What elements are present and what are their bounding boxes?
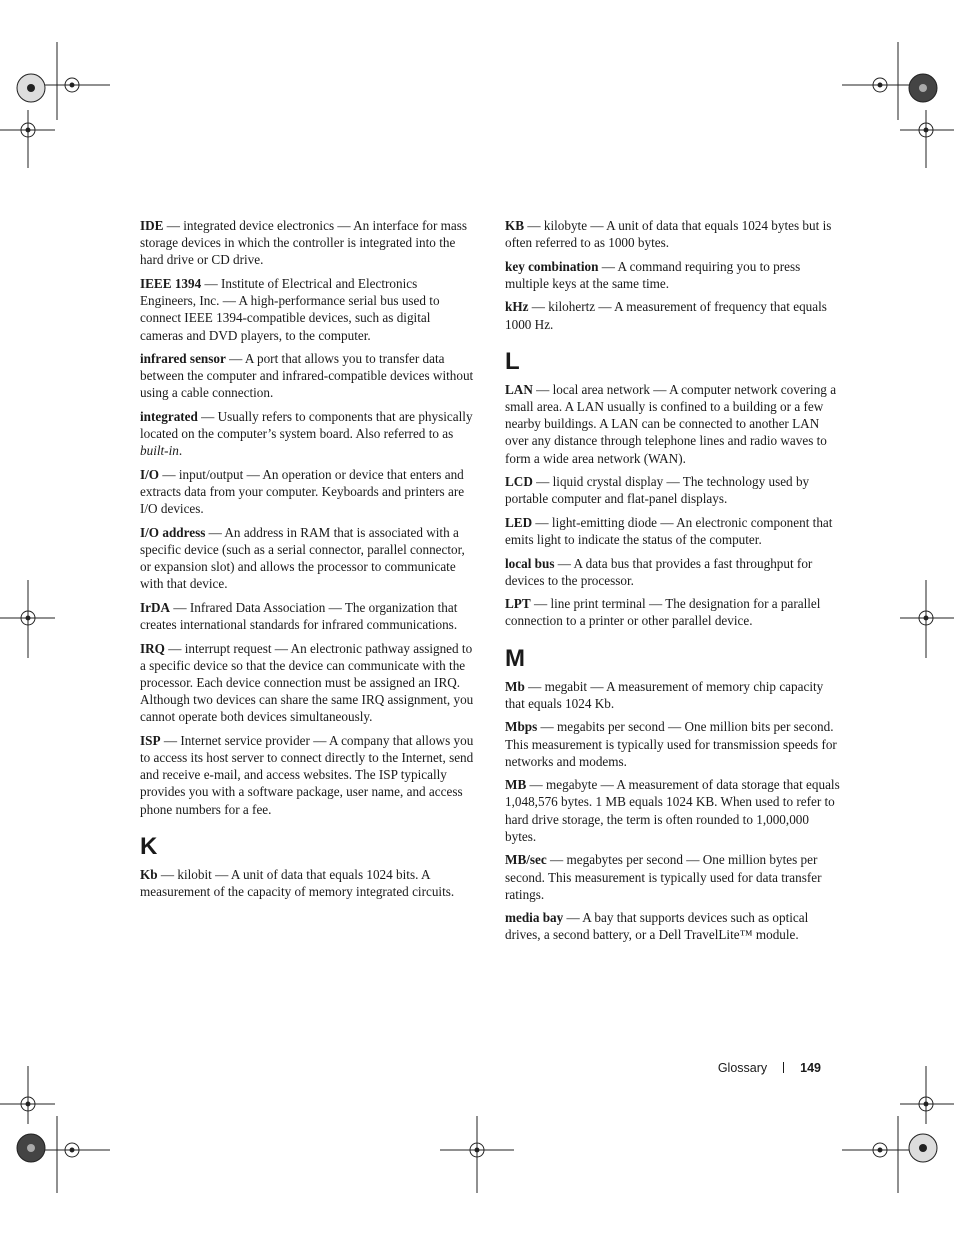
glossary-entry (505, 595, 841, 629)
glossary-entry (505, 298, 841, 332)
entry-definition: — A bay that supports devices such as optical drives, a second battery, or a Dell TravelLite™ module. (505, 910, 809, 943)
entry-definition: — interrupt request — An electronic pathway assigned to a specific device so that the device can communicate with the processor. Each device connection must be assigned an IRQ. Although two devices can share the same IRQ assignment, you cannot operate both devices simultaneously. (140, 640, 474, 725)
entry-definition: — local area network — A computer network covering a small area. A LAN usually is confined to a building or a few nearby buildings. A LAN can be connected to another LAN over any distance through telephone lines and radio waves to form a wide area network (WAN). (505, 381, 837, 466)
entry-term: kHz (505, 299, 529, 315)
glossary-entry (140, 408, 476, 460)
entry-definition: — A command requiring you to press multiple keys at the same time. (505, 258, 801, 291)
entry-definition: — line print terminal — The designation for a parallel connection to a printer or other parallel device. (505, 596, 821, 629)
entry-term: LPT (505, 596, 531, 612)
glossary-entry (505, 718, 841, 770)
entry-definition: — light-emitting diode — An electronic component that emits light to indicate the status of the computer. (505, 514, 833, 548)
entry-term: integrated (140, 408, 198, 424)
entry-definition: — A data bus that provides a fast throughput for devices to the processor. (505, 555, 813, 588)
entry-definition: — liquid crystal display — The technology used by portable computer and flat-panel displays. (505, 474, 810, 507)
glossary-entry (140, 466, 476, 518)
glossary-entry (505, 217, 841, 251)
entry-term: Mbps (505, 719, 538, 735)
entry-term: IEEE 1394 (140, 275, 202, 291)
entry-term: key combination (505, 258, 599, 274)
entry-definition: — Institute of Electrical and Electronics Engineers, Inc. — A high-performance serial bus used to connect IEEE 1394-compatible devices, such as digital cameras and DVD players, to the computer. (140, 275, 440, 343)
glossary-entry (505, 851, 841, 903)
glossary-entry (505, 258, 841, 292)
glossary-entry (140, 217, 476, 269)
entry-term: IDE (140, 218, 164, 233)
glossary-entry (505, 909, 841, 943)
entry-term: Mb (505, 678, 525, 694)
entry-definition: — kilobit — A unit of data that equals 1024 bits. A measurement of the capacity of memory integrated circuits. (140, 866, 455, 900)
footer-section-name: Glossary (717, 1061, 768, 1075)
right-column (505, 217, 841, 950)
entry-term: local bus (505, 555, 555, 571)
entry-term: Kb (140, 866, 158, 882)
entry-term: I/O address (140, 524, 206, 540)
glossary-entry (140, 599, 476, 633)
entry-definition: — Infrared Data Association — The organization that creates international standards for infrared communications. (140, 599, 458, 633)
entry-term: infrared sensor (140, 351, 226, 367)
entry-definition: — megabytes per second — One million bytes per second. This measurement is typically used for data transfer ratings. (505, 852, 822, 902)
glossary-entry (505, 776, 841, 845)
section-heading-l: L (505, 347, 520, 375)
entry-definition: — megabits per second — One million bits per second. This measurement is typically used for transmission speeds for networks and modems. (505, 719, 837, 769)
entry-term: media bay (505, 910, 564, 926)
entry-definition: — input/output — An operation or device that enters and extracts data from your computer. Keyboards and printers are I/O devices. (140, 466, 465, 517)
glossary-entry (140, 350, 476, 402)
glossary-entry (505, 555, 841, 589)
entry-definition: — An address in RAM that is associated with a specific device (such as a serial connector, parallel connector, or expansion slot) and allows the processor to communicate with that device. (140, 524, 465, 592)
glossary-entry (140, 524, 476, 593)
entry-definition: — megabyte — A measurement of data storage that equals 1,048,576 bytes. 1 MB equals 1024 KB. When used to refer to hard drive storage, the term is often rounded to 1,000,000 bytes. (505, 777, 840, 844)
entry-term: ISP (140, 732, 161, 748)
glossary-entry (505, 381, 841, 467)
entry-term: I/O (140, 466, 160, 482)
entry-definition: — Usually refers to components that are physically located on the computer’s system board. Also referred to as (140, 408, 473, 442)
glossary-entry (505, 514, 841, 548)
footer-divider (783, 1062, 784, 1073)
entry-term: MB/sec (505, 852, 547, 868)
page-footer (600, 1061, 821, 1075)
entry-term: LAN (505, 381, 533, 397)
entry-term: IRQ (140, 640, 165, 656)
entry-definition: — Internet service provider — A company that allows you to access its host server to connect directly to the Internet, send and receive e-mail, and access websites. The ISP typically provides you with a software package, user name, and access phone numbers for a fee. (140, 732, 474, 817)
entry-emphasis: built-in (140, 443, 179, 459)
entry-term: LCD (505, 474, 533, 490)
glossary-entry (505, 678, 841, 712)
entry-definition: — kilohertz — A measurement of frequency that equals 1000 Hz. (505, 299, 827, 332)
glossary-entry (505, 473, 841, 507)
section-heading-m: M (505, 644, 525, 672)
page-number: 149 (800, 1061, 821, 1075)
entry-term: KB (505, 218, 525, 233)
section-heading-k: K (140, 832, 158, 860)
entry-term: LED (505, 514, 533, 530)
glossary-entry (140, 640, 476, 726)
entry-definition: — A port that allows you to transfer data between the computer and infrared-compatible devices without using a cable connection. (140, 351, 474, 401)
glossary-entry (140, 732, 476, 818)
entry-tail: . (178, 443, 183, 459)
entry-definition: — integrated device electronics — An interface for mass storage devices in which the controller is integrated into the hard drive or CD drive. (140, 218, 468, 268)
entry-definition: — kilobyte — A unit of data that equals 1024 bytes but is often referred to as 1000 bytes. (505, 218, 832, 251)
entry-definition: — megabit — A measurement of memory chip capacity that equals 1024 Kb. (505, 678, 824, 711)
glossary-entry (140, 275, 476, 344)
entry-term: IrDA (140, 599, 171, 615)
entry-term: MB (505, 777, 527, 793)
left-column (140, 217, 476, 907)
glossary-entry (140, 866, 476, 900)
